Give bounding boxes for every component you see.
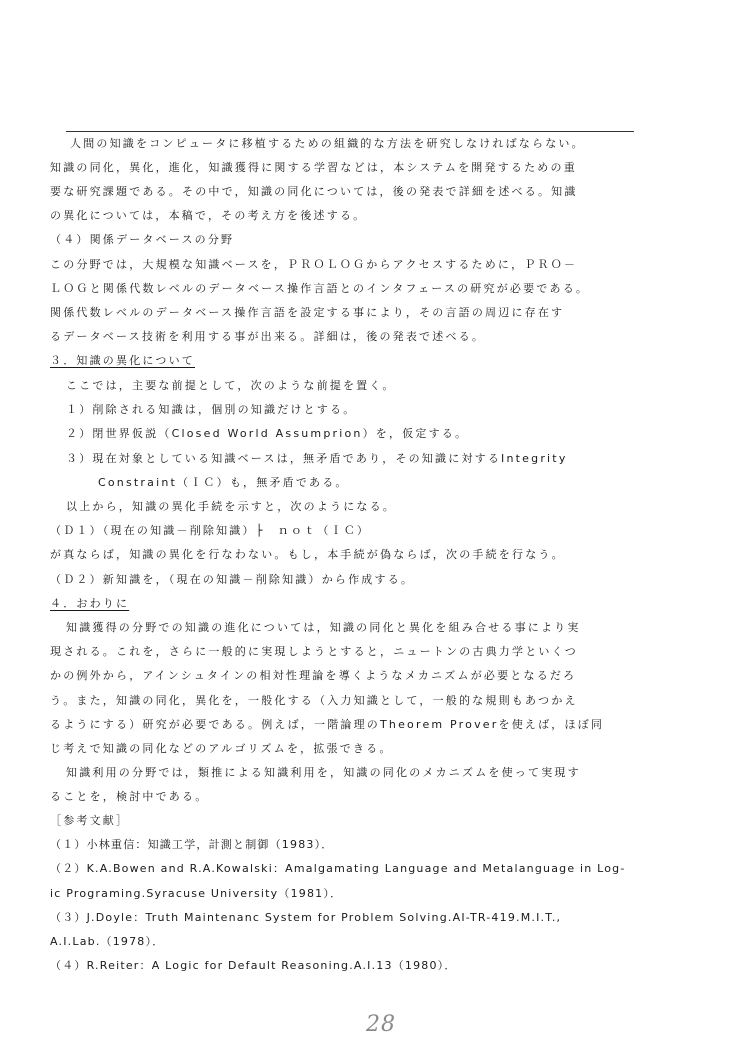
top-rule [66, 131, 634, 132]
paragraph-line: 知識獲得の分野での知識の進化については，知識の同化と異化を組み合せる事により実 [66, 621, 581, 634]
paragraph-line: 現される。これを，さらに一般的に実現しようとすると，ニュートンの古典力学といくつ [50, 645, 578, 658]
list-item: ３）現在対象としている知識ベースは，無矛盾であり，その知識に対するIntegrity [66, 452, 568, 465]
paragraph-line: の異化については，本稿で，その考え方を後述する。 [50, 209, 367, 222]
page-number: 28 [366, 1012, 396, 1037]
reference-item: （１）小林重信：知識工学，計測と制御（1983）． [50, 838, 334, 851]
paragraph-line: う。また，知識の同化，異化を，一般化する（入力知識として，一般的な規則もあつかえ [50, 694, 578, 707]
section-heading: （４）関係データベースの分野 [50, 233, 235, 246]
formula-line: （Ｄ２）新知識を，（現在の知識－削除知識）から作成する。 [50, 573, 415, 586]
references-heading: ［参考文献］ [50, 814, 130, 827]
paragraph-line: かの例外から，アインシュタインの相対性理論を導くようなメカニズムが必要となるだろ [50, 669, 577, 682]
reference-item: （２）K.A.Bowen and R.A.Kowalski：Amalgamating Language and Metalanguage in Log- [50, 862, 626, 875]
paragraph-line: 関係代数レベルのデータベース操作言語を設定する事により，その言語の周辺に存在す [50, 306, 565, 319]
paragraph-line: るようにする）研究が必要である。例えば，一階論理のTheorem Proverを使えば，ほぼ同 [50, 718, 605, 731]
paragraph-line: じ考えで知識の同化などのアルゴリズムを，拡張できる。 [50, 742, 393, 755]
paragraph-line: ＬＯＧと関係代数レベルのデータベース操作言語とのインタフェースの研究が必要である。 [50, 282, 590, 295]
reference-item-continuation: ic Programing.Syracuse University（1981）． [50, 887, 343, 900]
list-item-continuation: Constraint（ＩＣ）も，無矛盾である。 [98, 476, 349, 489]
paragraph-line: が真ならば，知識の異化を行なわない。もし，本手続が偽ならば，次の手続を行なう。 [50, 548, 565, 561]
reference-item: （４）R.Reiter：A Logic for Default Reasoning.A.I.13（1980）． [50, 959, 457, 972]
paragraph-line: ここでは，主要な前提として，次のような前提を置く。 [66, 379, 396, 392]
paragraph-line: 以上から，知識の異化手続を示すと，次のようになる。 [66, 500, 396, 513]
paragraph-line: 知識の同化，異化，進化，知識獲得に関する学習などは，本システムを開発するための重 [50, 161, 577, 174]
paragraph-line: 知識利用の分野では，類推による知識利用を，知識の同化のメカニズムを使って実現す [66, 766, 581, 779]
list-item: ２）閉世界仮説（Closed World Assumprion）を，仮定する。 [66, 427, 469, 440]
reference-item-continuation: A.I.Lab.（1978）． [50, 935, 165, 948]
formula-line: （Ｄ１）（現在の知識－削除知識）├ ｎｏｔ（ＩＣ） [50, 524, 371, 537]
reference-item: （３）J.Doyle：Truth Maintenanc System for Problem Solving.AI-TR-419.M.I.T., [50, 911, 562, 924]
paragraph-line: ることを，検討中である。 [50, 790, 209, 803]
section-heading: ３．知識の異化について [50, 354, 195, 367]
paragraph-line: るデータベース技術を利用する事が出来る。詳細は，後の発表で述べる。 [50, 330, 486, 343]
paragraph-line: この分野では，大規模な知識ベースを，ＰＲＯＬＯＧからアクセスするために，ＰＲＯ－ [50, 258, 578, 271]
section-heading: ４．おわりに [50, 597, 130, 610]
list-item: １）削除される知識は，個別の知識だけとする。 [66, 403, 357, 416]
paragraph-line: 要な研究課題である。その中で，知識の同化については，後の発表で詳細を述べる。知識 [50, 185, 578, 198]
paragraph-line: 人間の知識をコンピュータに移植するための組織的な方法を研究しなければならない。 [70, 137, 585, 150]
